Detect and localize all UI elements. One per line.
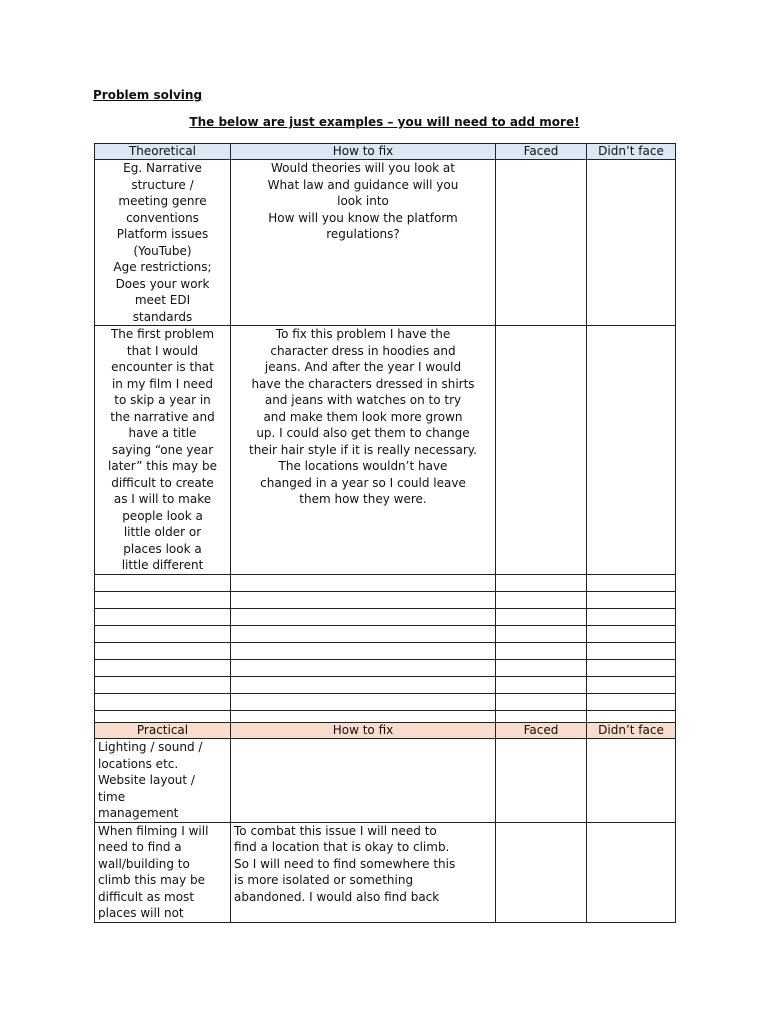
table-row — [95, 739, 676, 823]
cell-line: time — [98, 789, 126, 804]
empty-cell[interactable] — [496, 608, 587, 625]
cell-line: To fix this problem I have the — [275, 327, 451, 341]
cell-line: changed in a year so I could leave — [260, 475, 466, 490]
cell-line: management — [98, 806, 179, 820]
table-row — [95, 822, 676, 922]
cell-line: (YouTube) — [133, 243, 192, 258]
cell-line: as I will to make — [113, 492, 212, 506]
empty-cell[interactable] — [231, 676, 496, 693]
cell-line: Website layout / — [98, 773, 195, 787]
header-didnt-face: Didn’t face — [587, 723, 676, 739]
empty-cell[interactable] — [496, 574, 587, 591]
empty-table-row — [95, 642, 676, 659]
cell-line: Platform issues — [116, 227, 209, 241]
didnt-face-cell[interactable] — [587, 822, 676, 922]
faced-cell[interactable] — [496, 822, 587, 922]
empty-table-row — [95, 574, 676, 591]
empty-cell[interactable] — [231, 591, 496, 608]
cell-line: standards — [132, 309, 193, 324]
header-how-to-fix: How to fix — [231, 723, 496, 739]
faced-cell[interactable] — [496, 326, 587, 575]
cell-line: have the characters dressed in shirts — [251, 376, 475, 391]
empty-cell[interactable] — [496, 693, 587, 710]
cell-line: Would theories will you look at — [271, 161, 455, 175]
empty-cell[interactable] — [587, 608, 676, 625]
empty-cell[interactable] — [587, 676, 676, 693]
empty-table-row — [95, 693, 676, 710]
table-row — [95, 326, 676, 575]
cell-line: little older or — [123, 525, 202, 539]
empty-cell[interactable] — [496, 659, 587, 676]
didnt-face-cell[interactable] — [587, 160, 676, 326]
faced-cell[interactable] — [496, 739, 587, 823]
cell-line: To combat this issue I will need to — [234, 823, 437, 838]
cell-line: regulations? — [326, 227, 400, 241]
empty-cell[interactable] — [587, 693, 676, 710]
empty-table-row — [95, 608, 676, 625]
cell-line: conventions — [126, 210, 199, 225]
empty-cell[interactable] — [95, 625, 231, 642]
problem-cell[interactable] — [95, 326, 231, 575]
empty-cell[interactable] — [231, 608, 496, 625]
cell-line: little different — [121, 558, 204, 572]
cell-line: need to find a — [98, 840, 182, 854]
cell-line: meet EDI — [134, 293, 191, 307]
didnt-face-cell[interactable] — [587, 739, 676, 823]
cell-line: What law and guidance will you — [267, 177, 459, 192]
header-practical: Practical — [95, 723, 231, 739]
empty-cell[interactable] — [231, 574, 496, 591]
cell-line: look into — [337, 194, 389, 208]
cell-line: wall/building to — [98, 856, 190, 871]
cell-line: the narrative and — [110, 409, 215, 424]
problem-cell[interactable] — [95, 160, 231, 326]
cell-line: When filming I will — [98, 823, 209, 838]
cell-line: climb this may be — [98, 873, 206, 887]
empty-cell[interactable] — [496, 676, 587, 693]
cell-line: Eg. Narrative — [123, 161, 202, 175]
table-row — [95, 160, 676, 326]
cell-line: The first problem — [110, 327, 215, 341]
cell-line: meeting genre — [118, 194, 207, 208]
empty-cell[interactable] — [231, 693, 496, 710]
empty-table-row — [95, 659, 676, 676]
empty-cell[interactable] — [95, 591, 231, 608]
empty-cell[interactable] — [587, 659, 676, 676]
empty-cell[interactable] — [95, 642, 231, 659]
cell-line: have a title — [128, 426, 197, 440]
empty-cell[interactable] — [95, 608, 231, 625]
empty-cell[interactable] — [95, 676, 231, 693]
cell-line: abandoned. I would also find back — [234, 889, 440, 904]
how-to-fix-cell[interactable] — [231, 739, 496, 823]
cell-line: in my film I need — [111, 376, 214, 391]
cell-line: people look a — [122, 508, 203, 523]
practical-header-row — [95, 723, 676, 739]
cell-line: find a location that is okay to climb. — [234, 840, 450, 854]
empty-cell[interactable] — [496, 642, 587, 659]
cell-line: later” this may be — [108, 459, 217, 473]
how-to-fix-cell[interactable] — [231, 160, 496, 326]
cell-line: and make them look more grown — [263, 409, 463, 424]
empty-cell[interactable] — [587, 625, 676, 642]
practical-table — [94, 722, 676, 923]
cell-line: saying “one year — [111, 442, 214, 457]
header-didnt-face: Didn’t face — [587, 144, 676, 160]
cell-line: Lighting / sound / — [98, 740, 203, 754]
faced-cell[interactable] — [496, 160, 587, 326]
cell-line: So I will need to find somewhere this — [234, 856, 456, 871]
cell-line: character dress in hoodies and — [270, 343, 456, 358]
cell-line: structure / — [131, 177, 194, 192]
how-to-fix-cell[interactable] — [231, 822, 496, 922]
how-to-fix-cell[interactable] — [231, 326, 496, 575]
empty-cell[interactable] — [231, 625, 496, 642]
header-how-to-fix: How to fix — [231, 144, 496, 160]
empty-cell[interactable] — [587, 574, 676, 591]
problem-cell[interactable] — [95, 822, 231, 922]
cell-line: and jeans with watches on to try — [264, 393, 462, 407]
cell-line: difficult to create — [111, 475, 214, 490]
empty-cell[interactable] — [231, 642, 496, 659]
cell-line: places look a — [123, 541, 202, 556]
header-faced: Faced — [496, 723, 587, 739]
empty-cell[interactable] — [95, 693, 231, 710]
cell-line: Does your work — [115, 276, 210, 291]
empty-cell[interactable] — [95, 574, 231, 591]
theoretical-header-row — [95, 144, 676, 160]
header-theoretical: Theoretical — [95, 144, 231, 160]
cell-line: is more isolated or something — [234, 873, 414, 887]
cell-line: to skip a year in — [114, 393, 211, 407]
cell-line: jeans. And after the year I would — [264, 360, 462, 374]
cell-line: that I would — [126, 343, 199, 358]
didnt-face-cell[interactable] — [587, 326, 676, 575]
empty-table-row — [95, 591, 676, 608]
cell-line: Age restrictions; — [113, 260, 212, 274]
empty-cell[interactable] — [587, 642, 676, 659]
empty-cell[interactable] — [95, 659, 231, 676]
cell-line: difficult as most — [98, 889, 195, 904]
empty-table-row — [95, 625, 676, 642]
cell-line: their hair style if it is really necessary. — [249, 442, 477, 457]
empty-cell[interactable] — [496, 625, 587, 642]
problem-cell[interactable] — [95, 739, 231, 823]
empty-cell[interactable] — [496, 591, 587, 608]
cell-line: places will not — [98, 906, 184, 920]
page-subheading: The below are just examples – you will need to add more! — [189, 115, 580, 129]
cell-line: locations etc. — [98, 756, 179, 771]
cell-line: up. I could also get them to change — [256, 426, 470, 440]
cell-line: The locations wouldn’t have — [278, 459, 448, 473]
empty-cell[interactable] — [587, 591, 676, 608]
theoretical-table — [94, 143, 676, 728]
empty-table-row — [95, 676, 676, 693]
cell-line: encounter is that — [111, 360, 214, 374]
cell-line: them how they were. — [299, 492, 427, 506]
cell-line: How will you know the platform — [268, 210, 458, 225]
page-heading: Problem solving — [93, 88, 203, 102]
header-faced: Faced — [496, 144, 587, 160]
empty-cell[interactable] — [231, 659, 496, 676]
